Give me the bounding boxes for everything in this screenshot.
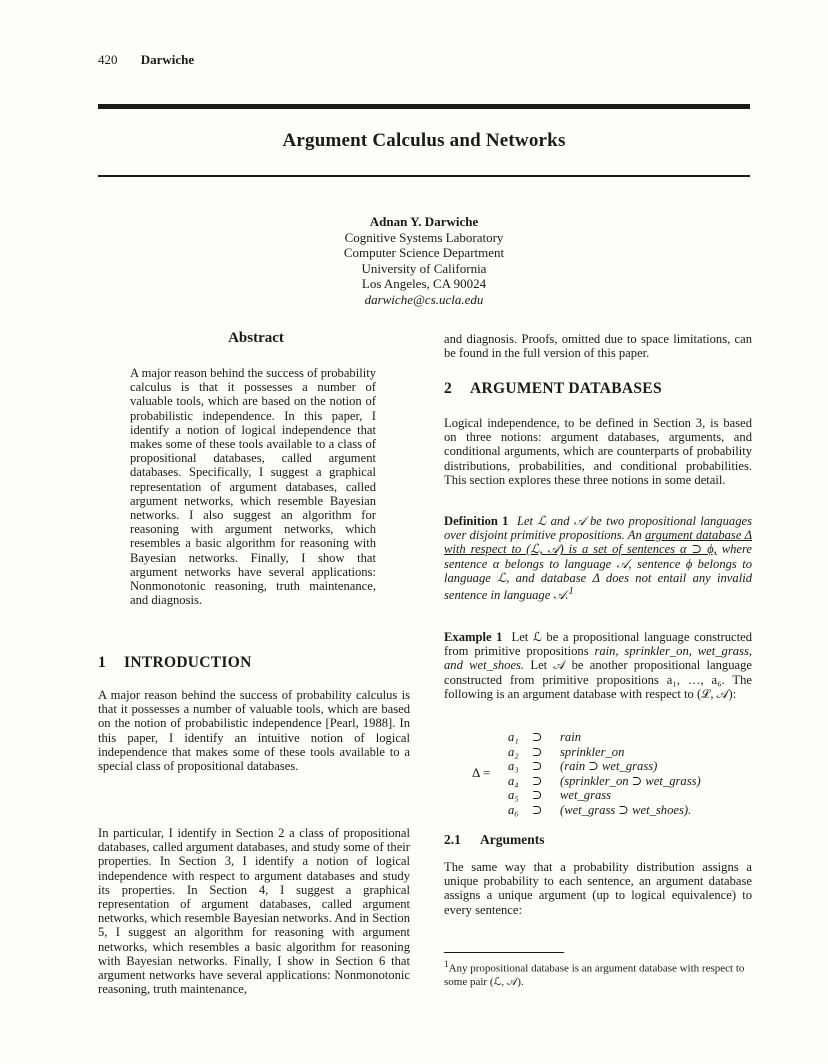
- title-rule: [98, 175, 750, 177]
- section-number: 2: [444, 380, 453, 397]
- footnote-rule: [444, 952, 564, 953]
- example-label: Example 1: [444, 630, 503, 644]
- abstract-heading: Abstract: [228, 330, 284, 346]
- abstract-text: [130, 366, 376, 607]
- paragraph: In particular, I identify in Section 2 a class of propositional databases, called argument databases, and study some of their properties. In Section 3, I identify a notion of logical independence with respect to argument databases and study its properties. In Section 4, I suggest a graphical representation of argument databases, called argument networks, which resemble Bayesian networks. And in Section 5, I suggest an algorithm for reasoning with argument networks, which resembles a basic algorithm for reasoning with Bayesian networks. Finally, I show in Section 6 that argument networks have several applications: Nonmonotonic reasoning, truth maintenance,: [98, 826, 410, 997]
- database-row: a₃ ⊃ (rain ⊃ wet_grass): [508, 759, 658, 773]
- definition-1: [444, 514, 752, 602]
- example-propositions: rain, sprinkler_on, wet_grass, and wet_shoes.: [444, 644, 752, 673]
- page-number: 420: [98, 52, 118, 67]
- running-author: Darwiche: [140, 52, 195, 67]
- paragraph: The same way that a probability distribution assigns a unique probability to each sentence, an argument database assigns a unique argument (up to logical equivalence) to every sentence:: [444, 860, 752, 917]
- running-head: [98, 52, 194, 68]
- footnote: [444, 958, 752, 989]
- definition-label: Definition 1: [444, 514, 509, 528]
- affiliation-line: University of California: [361, 260, 487, 276]
- affiliation-line: Los Angeles, CA 90024: [361, 276, 487, 292]
- database-row: a₆ ⊃ (wet_grass ⊃ wet_shoes).: [508, 802, 692, 817]
- intro-paragraph-2: [98, 826, 410, 996]
- arguments-paragraph: [444, 860, 752, 917]
- subsection-number: 2.1: [444, 832, 461, 847]
- definition-text: Let ℒ and 𝒜 be two propositional languages over disjoint primitive propositions. An: [444, 514, 752, 543]
- paragraph: Logical independence, to be defined in Section 3, is based on three notions: argument databases, arguments, and conditional arguments, which are counterparts of probability distributions, probabilities, and conditional probabilities. This section explores these three notions in some detail.: [444, 416, 752, 487]
- footnote-mark: 1: [444, 959, 449, 969]
- abstract-paragraph: A major reason behind the success of probability calculus is that it possesses a number of valuable tools, which are based on the notion of probabilistic independence. In this paper, I identify a notion of logical independence that makes some of these tools available to a class of propositional databases, called argument databases. Specifically, I suggest a graphical representation of argument databases, called argument networks, which resemble Bayesian networks. I also suggest an algorithm for reasoning with argument networks, which resembles a basic algorithm for reasoning with Bayesian networks. Finally, I show that argument networks have several applications: Nonmonotonic reasoning, truth maintenance, and diagnosis.: [130, 366, 376, 608]
- author-block: [98, 214, 750, 308]
- affiliation-line: Cognitive Systems Laboratory: [344, 229, 504, 245]
- argdb-paragraph-1: [444, 416, 752, 487]
- example-text: Let ℒ be a propositional language constructed from primitive propositions: [444, 630, 753, 659]
- database-row: a₅ ⊃ wet_grass: [508, 788, 612, 802]
- subsection-title: Arguments: [480, 832, 545, 847]
- affiliation-line: Computer Science Department: [343, 245, 505, 261]
- author-name: Adnan Y. Darwiche: [369, 214, 479, 229]
- section-number: 1: [98, 654, 107, 671]
- paragraph: and diagnosis. Proofs, omitted due to space limitations, can be found in the full version of this paper.: [444, 332, 752, 361]
- database-row: a₁ ⊃ rain: [508, 730, 581, 744]
- paper-title: Argument Calculus and Networks: [282, 130, 566, 151]
- intro-paragraph-continued: [444, 332, 752, 360]
- database-label: Δ =: [472, 765, 491, 780]
- footnote-text: Any propositional database is an argument database with respect to some pair (ℒ, 𝒜).: [444, 962, 745, 988]
- footnote-marker: 1: [568, 586, 574, 598]
- database-row: a₂ ⊃ sprinkler_on: [508, 744, 625, 759]
- author-email: darwiche@cs.ucla.edu: [364, 291, 484, 307]
- example-1: [444, 630, 752, 701]
- example-text: Let 𝒜 be another propositional language constructed from primitive propositions a₁, …, a₆. The following is an argument database with respect to (ℒ, 𝒜):: [444, 658, 752, 701]
- top-rule: [98, 104, 750, 109]
- definition-term: argument database Δ with respect to (ℒ, 𝒜) is a set of sentences α ⊃ ϕ,: [444, 528, 752, 557]
- section-heading-argument-databases: [444, 380, 662, 398]
- database-row: a₄ ⊃ (sprinkler_on ⊃ wet_grass): [508, 773, 701, 788]
- section-title: INTRODUCTION: [124, 654, 252, 671]
- definition-text: where sentence α belongs to language 𝒜, sentence ϕ belongs to language ℒ, and database Δ does not entail any invalid sentence in language 𝒜.: [444, 542, 752, 603]
- subsection-heading-arguments: [444, 832, 545, 848]
- paragraph: A major reason behind the success of probability calculus is that it possesses a number of valuable tools, which are based on the notion of probabilistic independence [Pearl, 1988]. In this paper, I identify an intuitive notion of logical independence that makes some of these tools available to a special class of propositional databases.: [98, 688, 410, 774]
- section-title: ARGUMENT DATABASES: [470, 380, 662, 397]
- section-heading-introduction: [98, 654, 252, 672]
- intro-paragraph-1: [98, 688, 410, 773]
